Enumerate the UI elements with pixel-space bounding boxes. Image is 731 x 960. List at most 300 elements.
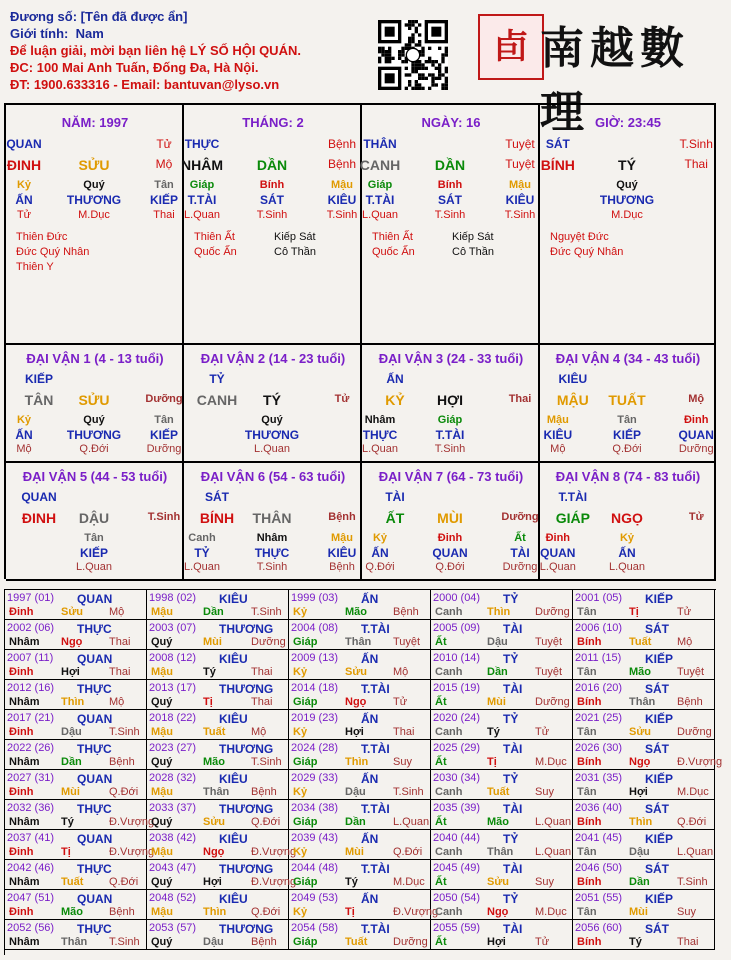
- hidden-stem: Kỷ: [372, 532, 388, 544]
- year-label: 2048 (52): [149, 892, 197, 904]
- year-ten-god: THƯƠNG: [219, 802, 274, 816]
- year-phase: Q.Đới: [109, 876, 139, 888]
- year-branch: Ngọ: [487, 906, 509, 918]
- year-cell: [147, 590, 289, 620]
- year-stem: Canh: [435, 906, 463, 918]
- hidden-ten-god: T.TÀI: [435, 428, 465, 442]
- year-ten-god: SÁT: [645, 622, 669, 636]
- year-stem: Mậu: [151, 846, 173, 858]
- hidden-stem: Đinh: [437, 532, 463, 544]
- year-ten-god: THƯƠNG: [219, 682, 274, 696]
- hidden-ten-god: ẤN: [371, 546, 389, 560]
- year-branch: Mùi: [345, 846, 364, 858]
- year-branch: Dần: [629, 876, 650, 888]
- year-ten-god: TỶ: [503, 892, 519, 906]
- pillar-phase: Bệnh: [327, 157, 357, 171]
- year-branch: Ngọ: [345, 696, 367, 708]
- pillar-stem: CANH: [359, 157, 401, 173]
- year-label: 2046 (50): [575, 862, 623, 874]
- year-branch: Mùi: [629, 906, 648, 918]
- year-branch: Mùi: [203, 636, 222, 648]
- hidden-ten-god: KIÊU: [327, 546, 357, 560]
- year-cell: [289, 770, 431, 800]
- year-label: 2038 (42): [149, 832, 197, 844]
- dai-van-title: ĐẠI VẬN 2 (14 - 23 tuổi): [200, 351, 346, 366]
- address-line: ĐC: 100 Mai Anh Tuấn, Đống Đa, Hà Nội.: [10, 60, 259, 75]
- year-cell: [5, 740, 147, 770]
- year-cell: [573, 620, 715, 650]
- pillar-phase: Mộ: [155, 157, 173, 171]
- dai-van-cell: [184, 463, 362, 581]
- year-cell: [289, 890, 439, 920]
- year-label: 2051 (55): [575, 892, 623, 904]
- year-stem: Tân: [577, 786, 597, 798]
- year-cell: [289, 710, 431, 740]
- year-phase: Đ.Vượng: [251, 846, 297, 858]
- hidden-ten-god: SÁT: [260, 193, 284, 207]
- year-branch: Hợi: [61, 666, 80, 678]
- year-label: 2028 (32): [149, 772, 197, 784]
- year-stem: Bính: [577, 636, 602, 648]
- year-ten-god: TỶ: [503, 592, 519, 606]
- hidden-ten-god: SÁT: [438, 193, 462, 207]
- year-stem: Kỷ: [293, 726, 308, 738]
- hidden-stem: Giáp: [367, 179, 393, 191]
- hidden-stem: Bính: [437, 179, 463, 191]
- star-item: Đức Quý Nhân: [550, 246, 624, 258]
- year-label: 2008 (12): [149, 652, 197, 664]
- hidden-phase: M.Dục: [78, 209, 110, 221]
- year-branch: Hợi: [345, 726, 364, 738]
- year-label: 2035 (39): [433, 802, 481, 814]
- dai-van-stem: BÍNH: [199, 510, 235, 526]
- year-stem: Đinh: [9, 666, 34, 678]
- hidden-ten-god: TÀI: [510, 546, 530, 560]
- dai-van-phase: Bệnh: [328, 511, 356, 523]
- year-branch: Sửu: [61, 606, 84, 618]
- year-cell: [573, 770, 715, 800]
- year-cell: [573, 740, 723, 770]
- year-ten-god: TÀI: [503, 802, 523, 816]
- year-label: 2024 (28): [291, 742, 339, 754]
- dai-van-ten-god: QUAN: [21, 490, 57, 504]
- hidden-phase: Tử: [16, 209, 32, 221]
- star-item: Kiếp Sát: [274, 231, 316, 243]
- year-phase: Bệnh: [109, 906, 135, 918]
- year-ten-god: KIÊU: [219, 832, 248, 846]
- year-ten-god: QUAN: [77, 772, 113, 786]
- pillar-top-phase: T.Sinh: [679, 137, 713, 151]
- year-branch: Dậu: [345, 786, 366, 798]
- year-phase: Suy: [393, 756, 412, 768]
- year-cell: [289, 860, 431, 890]
- year-stem: Bính: [577, 816, 602, 828]
- year-cell: [573, 710, 715, 740]
- year-stem: Canh: [435, 726, 463, 738]
- year-stem: Quý: [151, 876, 173, 888]
- dai-van-ten-god: KIÊU: [558, 372, 588, 386]
- year-phase: Mộ: [251, 726, 267, 738]
- year-ten-god: QUAN: [77, 652, 113, 666]
- year-stem: Tân: [577, 726, 597, 738]
- year-branch: Tý: [345, 876, 358, 888]
- dai-van-cell: [540, 463, 716, 581]
- year-branch: Tuất: [345, 936, 368, 948]
- year-phase: Mộ: [109, 606, 125, 618]
- hidden-ten-god: KIÊU: [505, 193, 535, 207]
- star-item: Cô Thần: [274, 246, 316, 258]
- year-stem: Tân: [577, 906, 597, 918]
- year-branch: Mùi: [61, 786, 80, 798]
- year-cell: [147, 800, 289, 830]
- year-label: 2019 (23): [291, 712, 339, 724]
- year-cell: [431, 590, 573, 620]
- pillar-top-phase: Tử: [156, 137, 172, 151]
- year-ten-god: ẤN: [361, 712, 379, 726]
- year-label: 2049 (53): [291, 892, 339, 904]
- year-phase: Thai: [251, 666, 273, 678]
- year-cell: [289, 590, 431, 620]
- year-label: 2043 (47): [149, 862, 197, 874]
- year-cell: [147, 890, 289, 920]
- gender-line: [10, 25, 370, 42]
- year-branch: Mão: [487, 816, 509, 828]
- year-ten-god: THƯƠNG: [219, 742, 274, 756]
- year-stem: Kỷ: [293, 786, 308, 798]
- year-phase: Q.Đới: [393, 846, 423, 858]
- year-cell: [147, 620, 289, 650]
- year-ten-god: T.TÀI: [361, 922, 390, 936]
- year-phase: Bệnh: [109, 756, 135, 768]
- year-stem: Đinh: [9, 726, 34, 738]
- year-label: 2023 (27): [149, 742, 197, 754]
- year-phase: M.Dục: [393, 876, 425, 888]
- year-ten-god: THỰC: [77, 922, 112, 936]
- year-branch: Tị: [345, 906, 355, 918]
- year-label: 2032 (36): [7, 802, 55, 814]
- year-branch: Sửu: [629, 726, 652, 738]
- year-cell: [5, 920, 147, 950]
- year-label: 2022 (26): [7, 742, 55, 754]
- year-label: 2006 (10): [575, 622, 623, 634]
- year-cell: [431, 890, 573, 920]
- year-branch: Mão: [203, 756, 225, 768]
- year-ten-god: THỰC: [77, 742, 112, 756]
- year-cell: [147, 830, 297, 860]
- year-cell: [289, 920, 431, 950]
- year-phase: T.Sinh: [109, 726, 140, 738]
- year-cell: [431, 800, 573, 830]
- hidden-phase: T.Sinh: [256, 561, 288, 573]
- year-label: 1998 (02): [149, 592, 197, 604]
- hidden-phase: Dưỡng: [502, 561, 538, 573]
- phone-email-line: ĐT: 1900.633316 - Email: bantuvan@lyso.vn: [10, 77, 280, 92]
- year-phase: T.Sinh: [251, 606, 282, 618]
- dai-van-branch: SỬU: [78, 392, 110, 408]
- hidden-ten-god: QUAN: [540, 546, 576, 560]
- year-branch: Tuất: [629, 636, 652, 648]
- year-branch: Dậu: [487, 636, 508, 648]
- pillar-phase: Thai: [684, 157, 708, 171]
- year-cell: [147, 650, 289, 680]
- year-label: 2041 (45): [575, 832, 623, 844]
- year-label: 2055 (59): [433, 922, 481, 934]
- year-branch: Mùi: [487, 696, 506, 708]
- year-phase: L.Quan: [535, 846, 572, 858]
- year-phase: Thai: [393, 726, 415, 738]
- year-phase: Tử: [393, 696, 408, 708]
- hidden-phase: Q.Đới: [612, 443, 642, 455]
- year-branch: Thân: [61, 936, 88, 948]
- year-label: 2056 (60): [575, 922, 623, 934]
- dai-van-branch: THÂN: [252, 510, 292, 526]
- year-branch: Ngọ: [203, 846, 225, 858]
- hidden-stem: Giáp: [437, 414, 463, 426]
- hidden-ten-god: THỰC: [254, 546, 290, 560]
- hidden-stem: Tân: [154, 414, 174, 426]
- hidden-stem: Kỷ: [16, 179, 32, 191]
- year-label: 2029 (33): [291, 772, 339, 784]
- year-stem: Kỷ: [293, 606, 308, 618]
- hidden-stem: Quý: [83, 414, 105, 426]
- year-branch: Ngọ: [61, 636, 83, 648]
- year-stem: Ất: [435, 936, 447, 948]
- year-cell: [5, 800, 155, 830]
- year-ten-god: TÀI: [503, 862, 523, 876]
- star-item: Thiên Ất: [194, 231, 235, 243]
- year-ten-god: T.TÀI: [361, 862, 390, 876]
- year-phase: Bệnh: [677, 696, 703, 708]
- year-cell: [573, 890, 715, 920]
- year-branch: Dậu: [203, 936, 224, 948]
- year-label: 2020 (24): [433, 712, 481, 724]
- hidden-phase: Mộ: [550, 443, 566, 455]
- star-item: Thiên Đức: [16, 231, 68, 243]
- year-stem: Nhâm: [9, 876, 40, 888]
- year-cell: [5, 650, 147, 680]
- hidden-stem: Giáp: [189, 179, 215, 191]
- year-label: 2054 (58): [291, 922, 339, 934]
- hidden-phase: L.Quan: [361, 209, 399, 221]
- year-phase: Tuyệt: [393, 636, 421, 648]
- dai-van-stem: MẬU: [556, 392, 589, 408]
- year-ten-god: THỰC: [77, 862, 112, 876]
- year-stem: Quý: [151, 936, 173, 948]
- year-stem: Mậu: [151, 726, 173, 738]
- year-stem: Nhâm: [9, 636, 40, 648]
- year-phase: Dưỡng: [535, 606, 570, 618]
- year-cell: [573, 680, 715, 710]
- hidden-ten-god: THƯƠNG: [599, 193, 655, 207]
- year-branch: Thìn: [629, 816, 653, 828]
- hidden-ten-god: QUAN: [678, 428, 714, 442]
- year-label: 2021 (25): [575, 712, 623, 724]
- star-item: Cô Thần: [452, 246, 494, 258]
- year-phase: Tuyệt: [677, 666, 705, 678]
- year-ten-god: QUAN: [77, 892, 113, 906]
- year-ten-god: KIẾP: [645, 712, 674, 726]
- year-cell: [431, 860, 573, 890]
- year-branch: Thìn: [203, 906, 227, 918]
- year-label: 2026 (30): [575, 742, 623, 754]
- year-ten-god: TÀI: [503, 622, 523, 636]
- dai-van-cell: [362, 463, 540, 581]
- year-ten-god: T.TÀI: [361, 682, 390, 696]
- dai-van-branch: TUẤT: [608, 392, 646, 408]
- year-cell: [431, 830, 573, 860]
- year-label: 2030 (34): [433, 772, 481, 784]
- hidden-stem: Quý: [261, 414, 283, 426]
- year-phase: Suy: [535, 876, 554, 888]
- year-ten-god: ẤN: [361, 592, 379, 606]
- year-cell: [5, 680, 147, 710]
- pillar-ten-god: THỰC: [184, 137, 220, 151]
- year-ten-god: SÁT: [645, 682, 669, 696]
- year-branch: Mão: [629, 666, 651, 678]
- year-branch: Mão: [61, 906, 83, 918]
- year-phase: Tuyệt: [535, 666, 563, 678]
- year-label: 2014 (18): [291, 682, 339, 694]
- year-label: 2042 (46): [7, 862, 55, 874]
- year-phase: Đ.Vượng: [393, 906, 439, 918]
- dai-van-title: ĐẠI VẬN 1 (4 - 13 tuổi): [26, 351, 164, 366]
- hidden-ten-god: THƯƠNG: [66, 193, 122, 207]
- year-stem: Nhâm: [9, 816, 40, 828]
- star-item: Đức Quý Nhân: [16, 246, 90, 258]
- hidden-phase: T.Sinh: [504, 209, 536, 221]
- year-phase: Tử: [677, 606, 692, 618]
- year-stem: Giáp: [293, 876, 318, 888]
- year-phase: Mộ: [677, 636, 693, 648]
- dai-van-title: ĐẠI VẬN 4 (34 - 43 tuổi): [555, 351, 701, 366]
- year-phase: T.Sinh: [393, 786, 424, 798]
- year-ten-god: T.TÀI: [361, 742, 390, 756]
- year-stem: Tân: [577, 666, 597, 678]
- hidden-phase: L.Quan: [361, 443, 399, 455]
- year-ten-god: KIẾP: [645, 592, 674, 606]
- year-ten-god: TỶ: [503, 772, 519, 786]
- gender-label: Giới tính:: [10, 26, 69, 41]
- hidden-ten-god: KIÊU: [543, 428, 573, 442]
- year-stem: Kỷ: [293, 666, 308, 678]
- year-stem: Bính: [577, 876, 602, 888]
- subject-line: [10, 8, 370, 25]
- year-stem: Quý: [151, 756, 173, 768]
- hidden-phase: T.Sinh: [434, 209, 466, 221]
- year-branch: Hợi: [203, 876, 222, 888]
- year-label: 2027 (31): [7, 772, 55, 784]
- pillar-branch: TÝ: [618, 157, 636, 173]
- year-phase: Dưỡng: [535, 696, 570, 708]
- dai-van-title: ĐẠI VẬN 5 (44 - 53 tuổi): [22, 469, 168, 484]
- year-cell: [147, 920, 289, 950]
- hidden-phase: Dưỡng: [146, 443, 182, 455]
- year-ten-god: ẤN: [361, 772, 379, 786]
- year-stem: Mậu: [151, 606, 173, 618]
- hidden-phase: L.Quan: [183, 209, 221, 221]
- hidden-phase: L.Quan: [608, 561, 646, 573]
- hidden-phase: Q.Đới: [435, 561, 465, 573]
- year-cell: [431, 650, 573, 680]
- year-phase: Mộ: [393, 666, 409, 678]
- hidden-stem: Nhâm: [364, 414, 396, 426]
- year-label: 1999 (03): [291, 592, 339, 604]
- dai-van-phase: Tử: [334, 393, 350, 405]
- hidden-ten-god: T.TÀI: [187, 193, 217, 207]
- year-phase: Suy: [535, 786, 554, 798]
- year-label: 2036 (40): [575, 802, 623, 814]
- year-cell: [431, 710, 573, 740]
- year-ten-god: SÁT: [645, 862, 669, 876]
- year-cell: [147, 710, 289, 740]
- hidden-stem: Mậu: [331, 532, 353, 544]
- year-ten-god: TÀI: [503, 742, 523, 756]
- dai-van-stem: GIÁP: [555, 510, 590, 526]
- pillar-ten-god: QUAN: [6, 137, 42, 151]
- year-stem: Canh: [435, 606, 463, 618]
- dai-van-cell: [184, 345, 362, 463]
- year-stem: Canh: [435, 666, 463, 678]
- year-cell: [289, 620, 431, 650]
- year-cell: [573, 920, 715, 950]
- year-cell: [573, 860, 715, 890]
- year-stem: Giáp: [293, 636, 318, 648]
- year-stem: Quý: [151, 696, 173, 708]
- year-branch: Tị: [629, 606, 639, 618]
- year-phase: Thai: [109, 666, 131, 678]
- gender-value: Nam: [75, 26, 104, 41]
- year-cell: [573, 650, 715, 680]
- hidden-ten-god: ẤN: [15, 193, 33, 207]
- pillar-cell: [6, 105, 184, 345]
- dai-van-title: ĐẠI VẬN 8 (74 - 83 tuổi): [555, 469, 701, 484]
- year-cell: [573, 830, 715, 860]
- year-branch: Tuất: [203, 726, 226, 738]
- year-ten-god: QUAN: [77, 592, 113, 606]
- year-ten-god: ẤN: [361, 892, 379, 906]
- year-phase: Đ.Vượng: [677, 756, 723, 768]
- hidden-phase: Mộ: [16, 443, 32, 455]
- year-stem: Giáp: [293, 816, 318, 828]
- year-stem: Bính: [577, 756, 602, 768]
- year-stem: Ất: [435, 696, 447, 708]
- star-item: Nguyệt Đức: [550, 231, 609, 243]
- pillar-title: THÁNG: 2: [242, 115, 304, 130]
- year-cell: [431, 740, 573, 770]
- dai-van-stem: ĐINH: [21, 510, 57, 526]
- year-label: 2012 (16): [7, 682, 55, 694]
- qr-code-icon: [378, 20, 448, 90]
- hidden-stem: Quý: [83, 179, 105, 191]
- hidden-stem: Canh: [188, 532, 216, 544]
- year-cell: [431, 920, 573, 950]
- hidden-phase: L.Quan: [539, 561, 576, 573]
- pillar-stem: ĐINH: [6, 157, 42, 173]
- year-ten-god: TỶ: [503, 712, 519, 726]
- year-cell: [289, 740, 431, 770]
- star-item: Quốc Ấn: [194, 246, 237, 258]
- year-label: 2011 (15): [575, 652, 622, 664]
- year-label: 2000 (04): [433, 592, 481, 604]
- year-phase: Thai: [677, 936, 699, 948]
- hidden-stem: Tân: [154, 179, 174, 191]
- hidden-stem: Tân: [84, 532, 104, 544]
- year-stem: Bính: [577, 696, 602, 708]
- year-cell: [147, 770, 289, 800]
- year-label: 2039 (43): [291, 832, 339, 844]
- year-label: 2037 (41): [7, 832, 55, 844]
- dai-van-branch: DẬU: [78, 510, 110, 526]
